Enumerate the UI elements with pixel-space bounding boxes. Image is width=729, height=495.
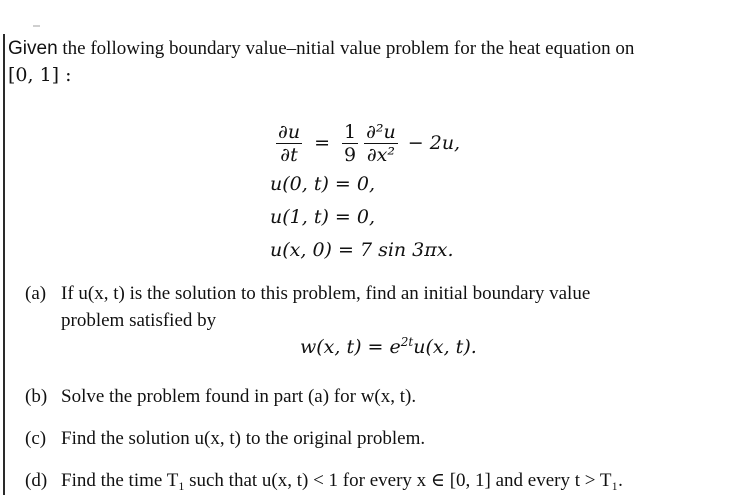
coef-numerator: 1: [343, 120, 357, 143]
part-a-line1: If u(x, t) is the solution to this problem, find an initial boundary value: [61, 283, 591, 304]
intro-lead-word: Given: [8, 38, 58, 59]
pde-tail: − 2u,: [407, 132, 461, 154]
left-margin-rule: [3, 34, 5, 495]
w-def-exponent: 2t: [400, 335, 414, 349]
heat-pde: [270, 118, 460, 168]
part-b-text: Solve the problem found in part (a) for w(x, t).: [61, 386, 417, 407]
equals-sign: =: [314, 132, 330, 154]
part-b: [25, 383, 416, 410]
d2-denominator: ∂x²: [366, 143, 395, 166]
second-derivative-fraction: [364, 121, 398, 166]
w-def-start: w(x, t) = e: [300, 336, 401, 358]
lhs-numerator: ∂u: [278, 120, 301, 143]
scan-speck: [33, 25, 40, 27]
lhs-fraction: [276, 121, 302, 166]
coef-denominator: 9: [343, 143, 357, 166]
part-a-label: (a): [25, 283, 47, 304]
boundary-condition-right: u(1, t) = 0,: [270, 206, 375, 228]
part-b-label: (b): [25, 386, 48, 407]
part-c: [25, 425, 425, 452]
part-c-text: Find the solution u(x, t) to the original problem.: [61, 428, 426, 449]
part-d-subscript: 1: [178, 479, 185, 493]
w-definition: [300, 336, 477, 358]
problem-intro: [8, 35, 634, 89]
boundary-condition-left: u(0, t) = 0,: [270, 173, 375, 195]
part-a: [25, 280, 590, 307]
part-d-label: (d): [25, 470, 48, 491]
intro-interval: [0, 1] :: [8, 64, 72, 86]
intro-text: the following boundary value–nitial value problem for the heat equation on: [62, 38, 635, 59]
part-c-label: (c): [25, 428, 47, 449]
part-a-line2: problem satisfied by: [61, 310, 217, 331]
equation-block: [270, 118, 460, 267]
part-d: [25, 467, 623, 494]
d2-numerator: ∂²u: [366, 120, 396, 143]
coef-fraction: [342, 121, 358, 166]
part-d-text-end: such that u(x, t) < 1 for every x ∈ [0, 1] and every t > T₁.: [184, 470, 623, 491]
initial-condition: u(x, 0) = 7 sin 3πx.: [270, 239, 454, 261]
w-def-tail: u(x, t).: [413, 336, 477, 358]
lhs-denominator: ∂t: [280, 143, 298, 166]
part-d-text-start: Find the time T: [61, 470, 179, 491]
